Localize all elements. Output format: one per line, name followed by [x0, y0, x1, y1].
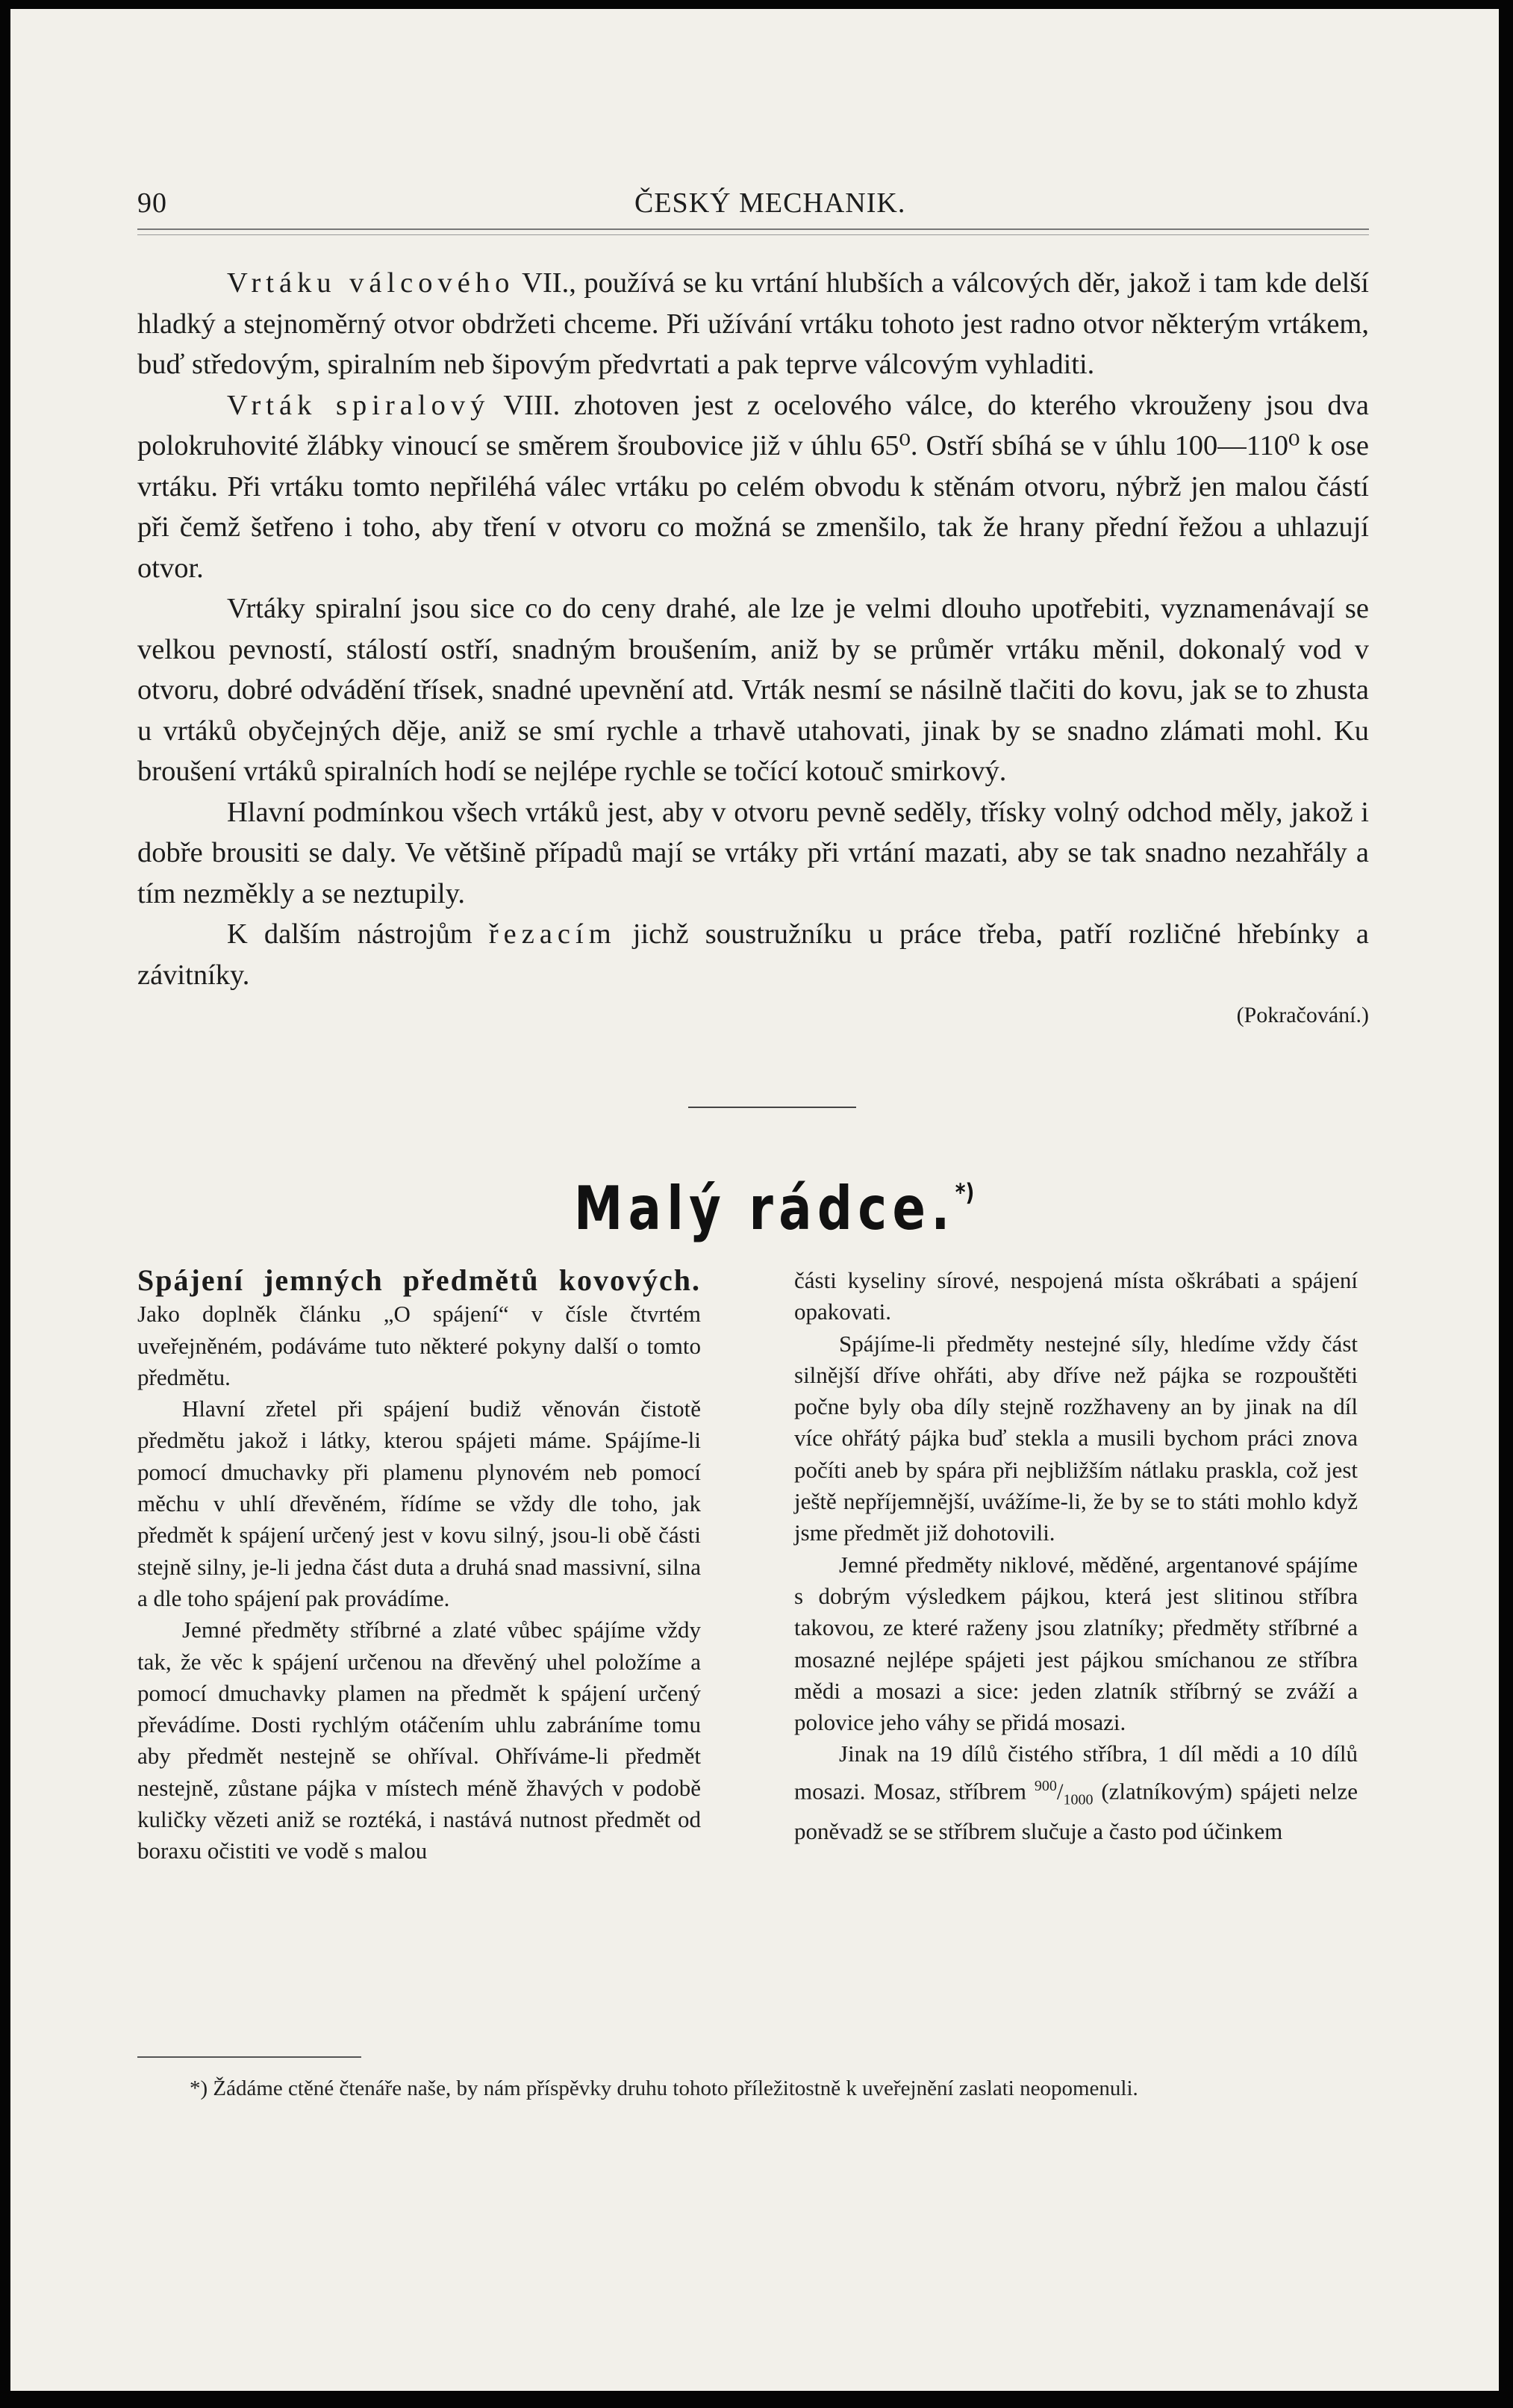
paragraph: Vrtáky spiralní jsou sice co do ceny drahé, ale lze je velmi dlouho upotřebiti, vyznamenávají se velkou pevností, stálostí ostří, snadným broušením, aniž by se průměr vrtáku měnil, dokonalý vod v otvoru, dobré odvádění třísek, snadné upevnění atd. Vrták nesmí se násilně tlačiti do kovu, jak se to zhusta u vrtáků obyčejných děje, aniž se smí rychle a trhavě utahovati, jinak by se snadno zlámati mohl. Ku broušení vrtáků spiralních hodí se nejlépe rychle se točící kotouč smirkový.	[137, 593, 1369, 787]
paragraph-text: Jako doplněk článku „O spájení“ v čísle čtvrtém uveřejněném, podáváme tuto některé pokyny další o tomto předmětu.	[137, 1301, 701, 1390]
paragraph: Hlavní podmínkou všech vrtáků jest, aby v otvoru pevně seděly, třísky volný odchod měly, jakož i dobře brousiti se daly. Ve většině případů mají se vrtáky při vrtání mazati, aby se tak snadno nezahřály a tím nezměkly a se neztupily.	[137, 796, 1369, 909]
paragraph-text: jichž soustružníku u práce třeba, patří rozličné hřebínky a závitníky.	[137, 918, 1369, 991]
article-title: Spájení jemných předmětů kovových.	[137, 1263, 701, 1297]
term-vrtak-valcovy: Vrtáku válcového	[227, 267, 515, 299]
footnote-marker: *)	[955, 1178, 975, 1207]
page-sheet	[10, 9, 1499, 2391]
paragraph-text: K dalším nástrojům	[227, 918, 489, 950]
section-heading	[574, 1174, 974, 1243]
paragraph	[137, 263, 1369, 385]
footnote	[137, 2071, 1369, 2106]
paragraph	[137, 385, 1369, 589]
running-header	[137, 187, 1369, 217]
fraction-numerator: 900	[1034, 1777, 1057, 1794]
term-rezaci: řezacím	[488, 918, 617, 950]
paragraph	[137, 1265, 701, 1393]
right-column	[794, 1265, 1358, 1847]
section-title: Malý rádce.	[574, 1174, 955, 1243]
footnote-text: Žádáme ctěné čtenáře naše, by nám příspěvky druhu tohoto příležitostně k uveřejnění zaslati neopomenuli.	[208, 2076, 1138, 2100]
paragraph: Jemné předměty niklové, měděné, argentanové spájíme s dobrým výsledkem pájkou, která jest slitinou stříbra takovou, ze které raženy jsou zlatníky; předměty stříbrné a mosazné nejlépe spájeti jest pájkou smíchanou ze stříbra mědi a mosazi a sice: jeden zlatník stříbrný se zváží a polovice jeho váhy se přidá mosazi.	[794, 1551, 1358, 1736]
paragraph-text: Jinak na 19 dílů čistého stříbra, 1 díl mědi a 10 dílů mosazi. Mosaz, stříbrem	[794, 1740, 1358, 1805]
paragraph	[137, 914, 1369, 995]
footnote-paragraph	[137, 2071, 1369, 2106]
article-continuation	[137, 263, 1369, 1036]
fraction-denominator: 1000	[1063, 1791, 1094, 1808]
footnote-rule	[137, 2056, 361, 2058]
paragraph: Jemné předměty stříbrné a zlaté vůbec spájíme vždy tak, že věc k spájení určenou na dřevěný uhel položíme a pomocí dmuchavky plamen na předmět k spájení určený převádíme. Dosti rychlým otáčením uhlu zabráníme tomu aby předmět nestejně se ohříval. Ohříváme-li předmět nestejně, zůstane pájka v místech méně žhavých v podobě kuličky vězeti aniž se roztéká, i nastává nutnost předmět od boraxu očistiti ve vodě s malou	[137, 1617, 701, 1864]
term-vrtak-spiralovy: Vrták spiralový	[227, 389, 490, 421]
paragraph-text: (zlatníkovým) spájeti nelze poněvadž se se stříbrem slučuje a často pod účinkem	[794, 1778, 1358, 1844]
paragraph: části kyseliny sírové, nespojená místa oškrábati a spájení opakovati.	[794, 1267, 1358, 1325]
page-number: 90	[137, 187, 167, 219]
paragraph-text: VIII. zhotoven jest z ocelového válce, do kterého vkrouženy jsou dva polokruhovité žlábky vinoucí se směrem šroubovice již v úhlu 65⁰. Ostří sbíhá se v úhlu 100—110⁰ k ose vrtáku. Při vrtáku tomto nepřiléhá válec vrtáku po celém obvodu k stěnám otvoru, nýbrž jen malou částí při čemž šetřeno i toho, aby tření v otvoru co možná se zmenšilo, tak že hrany přední řežou a uhlazují otvor.	[137, 389, 1370, 584]
section-divider	[688, 1107, 856, 1108]
paragraph-text: VII., používá se ku vrtání hlubších a válcových děr, jakož i tam kde delší hladký a stejnoměrný otvor obdržeti chceme. Při užívání vrtáku tohoto jest radno otvor některým vrtákem, buď středovým, spiralním neb šipovým předvrtati a pak teprve válcovým vyhladiti.	[137, 267, 1370, 380]
paragraph: Spájíme-li předměty nestejné síly, hledíme vždy část silnější dříve ohřáti, aby dříve než pájka se rozpouštěti počne byly oba díly stejně rozžhaveny an by jinak na díl více ohřátý pájka buď stekla a musili bychom práci znova počíti aneb by spára při nejbližším nátlaku praskla, což jest ještě nepříjemnější, uvážíme-li, že by se to státi mohlo když jsme předmět již dohotovili.	[794, 1330, 1358, 1546]
header-rule	[137, 228, 1369, 235]
paragraph: Hlavní zřetel při spájení budiž věnován čistotě předmětu jakož i látky, kterou spájeti máme. Spájíme-li pomocí dmuchavky při plamenu plynovém neb pomocí měchu v uhlí dřevěném, řídíme se vždy dle toho, jak předmět k spájení určený jest v kovu silný, jsou-li obě části stejně silny, je-li jedna část duta a druhá snad massivní, silna a dle toho spájení pak provádíme.	[137, 1396, 701, 1611]
paragraph: Jinak na 19 dílů čistého stříbra, 1 díl mědi a 10 dílů mosazi. Mosaz, stříbrem $^{900}/_{1000}$ (zlatníkovým) spájeti nelze poněvadž se se stříbrem slučuje a často pod účinkem	[794, 1740, 1358, 1844]
left-column	[137, 1265, 701, 1867]
footnote-marker: *)	[190, 2076, 208, 2100]
continued-note: (Pokračování.)	[1236, 1003, 1369, 1027]
journal-title: ČESKÝ MECHANIK.	[634, 187, 906, 219]
